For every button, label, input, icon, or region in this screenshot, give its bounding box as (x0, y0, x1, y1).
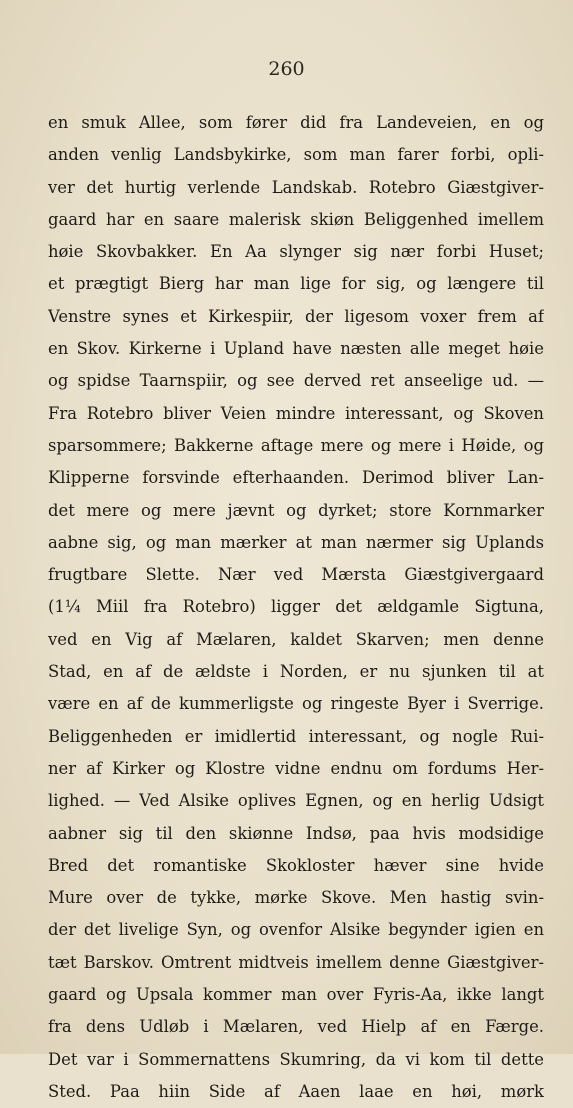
text-line: fra dens Udløb i Mælaren, ved Hielp af en Færge. (48, 1017, 544, 1037)
text-line: ner af Kirker og Klostre vidne endnu om fordums Her- (48, 758, 544, 778)
text-line: Beliggenheden er imidlertid interessant, og nogle Rui- (48, 726, 544, 746)
page-number: 260 (268, 58, 305, 80)
text-line: Det var i Sommernattens Skumring, da vi kom til dette (48, 1049, 544, 1069)
text-line: høie Skovbakker. En Aa slynger sig nær forbi Huset; (48, 242, 544, 262)
text-line: aabner sig til den skiønne Indsø, paa hvis modsidige (48, 823, 544, 843)
text-line: Stad, en af de ældste i Norden, er nu sjunken til at (48, 662, 544, 682)
text-line: Klipperne forsvinde efterhaanden. Derimod bliver Lan- (48, 468, 544, 488)
text-line: sparsommere; Bakkerne aftage mere og mere i Høide, og (48, 435, 544, 455)
text-line: en Skov. Kirkerne i Upland have næsten alle meget høie (48, 339, 544, 359)
text-line: Sted. Paa hiin Side af Aaen laae en høi, mørk (48, 1081, 544, 1101)
text-line: være en af de kummerligste og ringeste Byer i Sverrige. (48, 694, 544, 714)
text-line: aabne sig, og man mærker at man nærmer sig Uplands (48, 532, 544, 552)
text-line: ved en Vig af Mælaren, kaldet Skarven; men denne (48, 629, 544, 649)
text-line: en smuk Allee, som fører did fra Landeveien, en og (48, 113, 544, 132)
text-line: det mere og mere jævnt og dyrket; store Kornmarker (48, 500, 544, 520)
text-line: gaard og Upsala kommer man over Fyris-Aa, ikke langt (48, 985, 544, 1005)
text-line: Venstre synes et Kirkespiir, der ligesom voxer frem af (48, 306, 544, 326)
text-line: (1¼ Miil fra Rotebro) ligger det ældgamle Sigtuna, (48, 597, 544, 617)
text-line: Bred det romantiske Skokloster hæver sine hvide (48, 855, 544, 875)
text-line: Mure over de tykke, mørke Skove. Men hastig svin- (48, 888, 544, 908)
text-line: ver det hurtig verlende Landskab. Rotebro Giæstgiver- (48, 177, 544, 197)
text-line: anden venlig Landsbykirke, som man farer forbi, opli- (48, 145, 544, 165)
text-line: og spidse Taarnspiir, og see derved ret anseelige ud. — (48, 371, 544, 391)
text-line: Fra Rotebro bliver Veien mindre interessant, og Skoven (48, 403, 544, 423)
text-line: et prægtigt Bierg har man lige for sig, og længere til (48, 274, 544, 294)
body-text (48, 107, 544, 1108)
text-line: gaard har en saare malerisk skiøn Beliggenhed imellem (48, 209, 544, 229)
text-line: frugtbare Slette. Nær ved Mærsta Giæstgivergaard (48, 565, 544, 585)
text-line: lighed. — Ved Alsike oplives Egnen, og en herlig Udsigt (48, 791, 544, 811)
text-line: tæt Barskov. Omtrent midtveis imellem denne Giæstgiver- (48, 952, 544, 972)
text-line: der det livelige Syn, og ovenfor Alsike begynder igien en (48, 920, 544, 940)
